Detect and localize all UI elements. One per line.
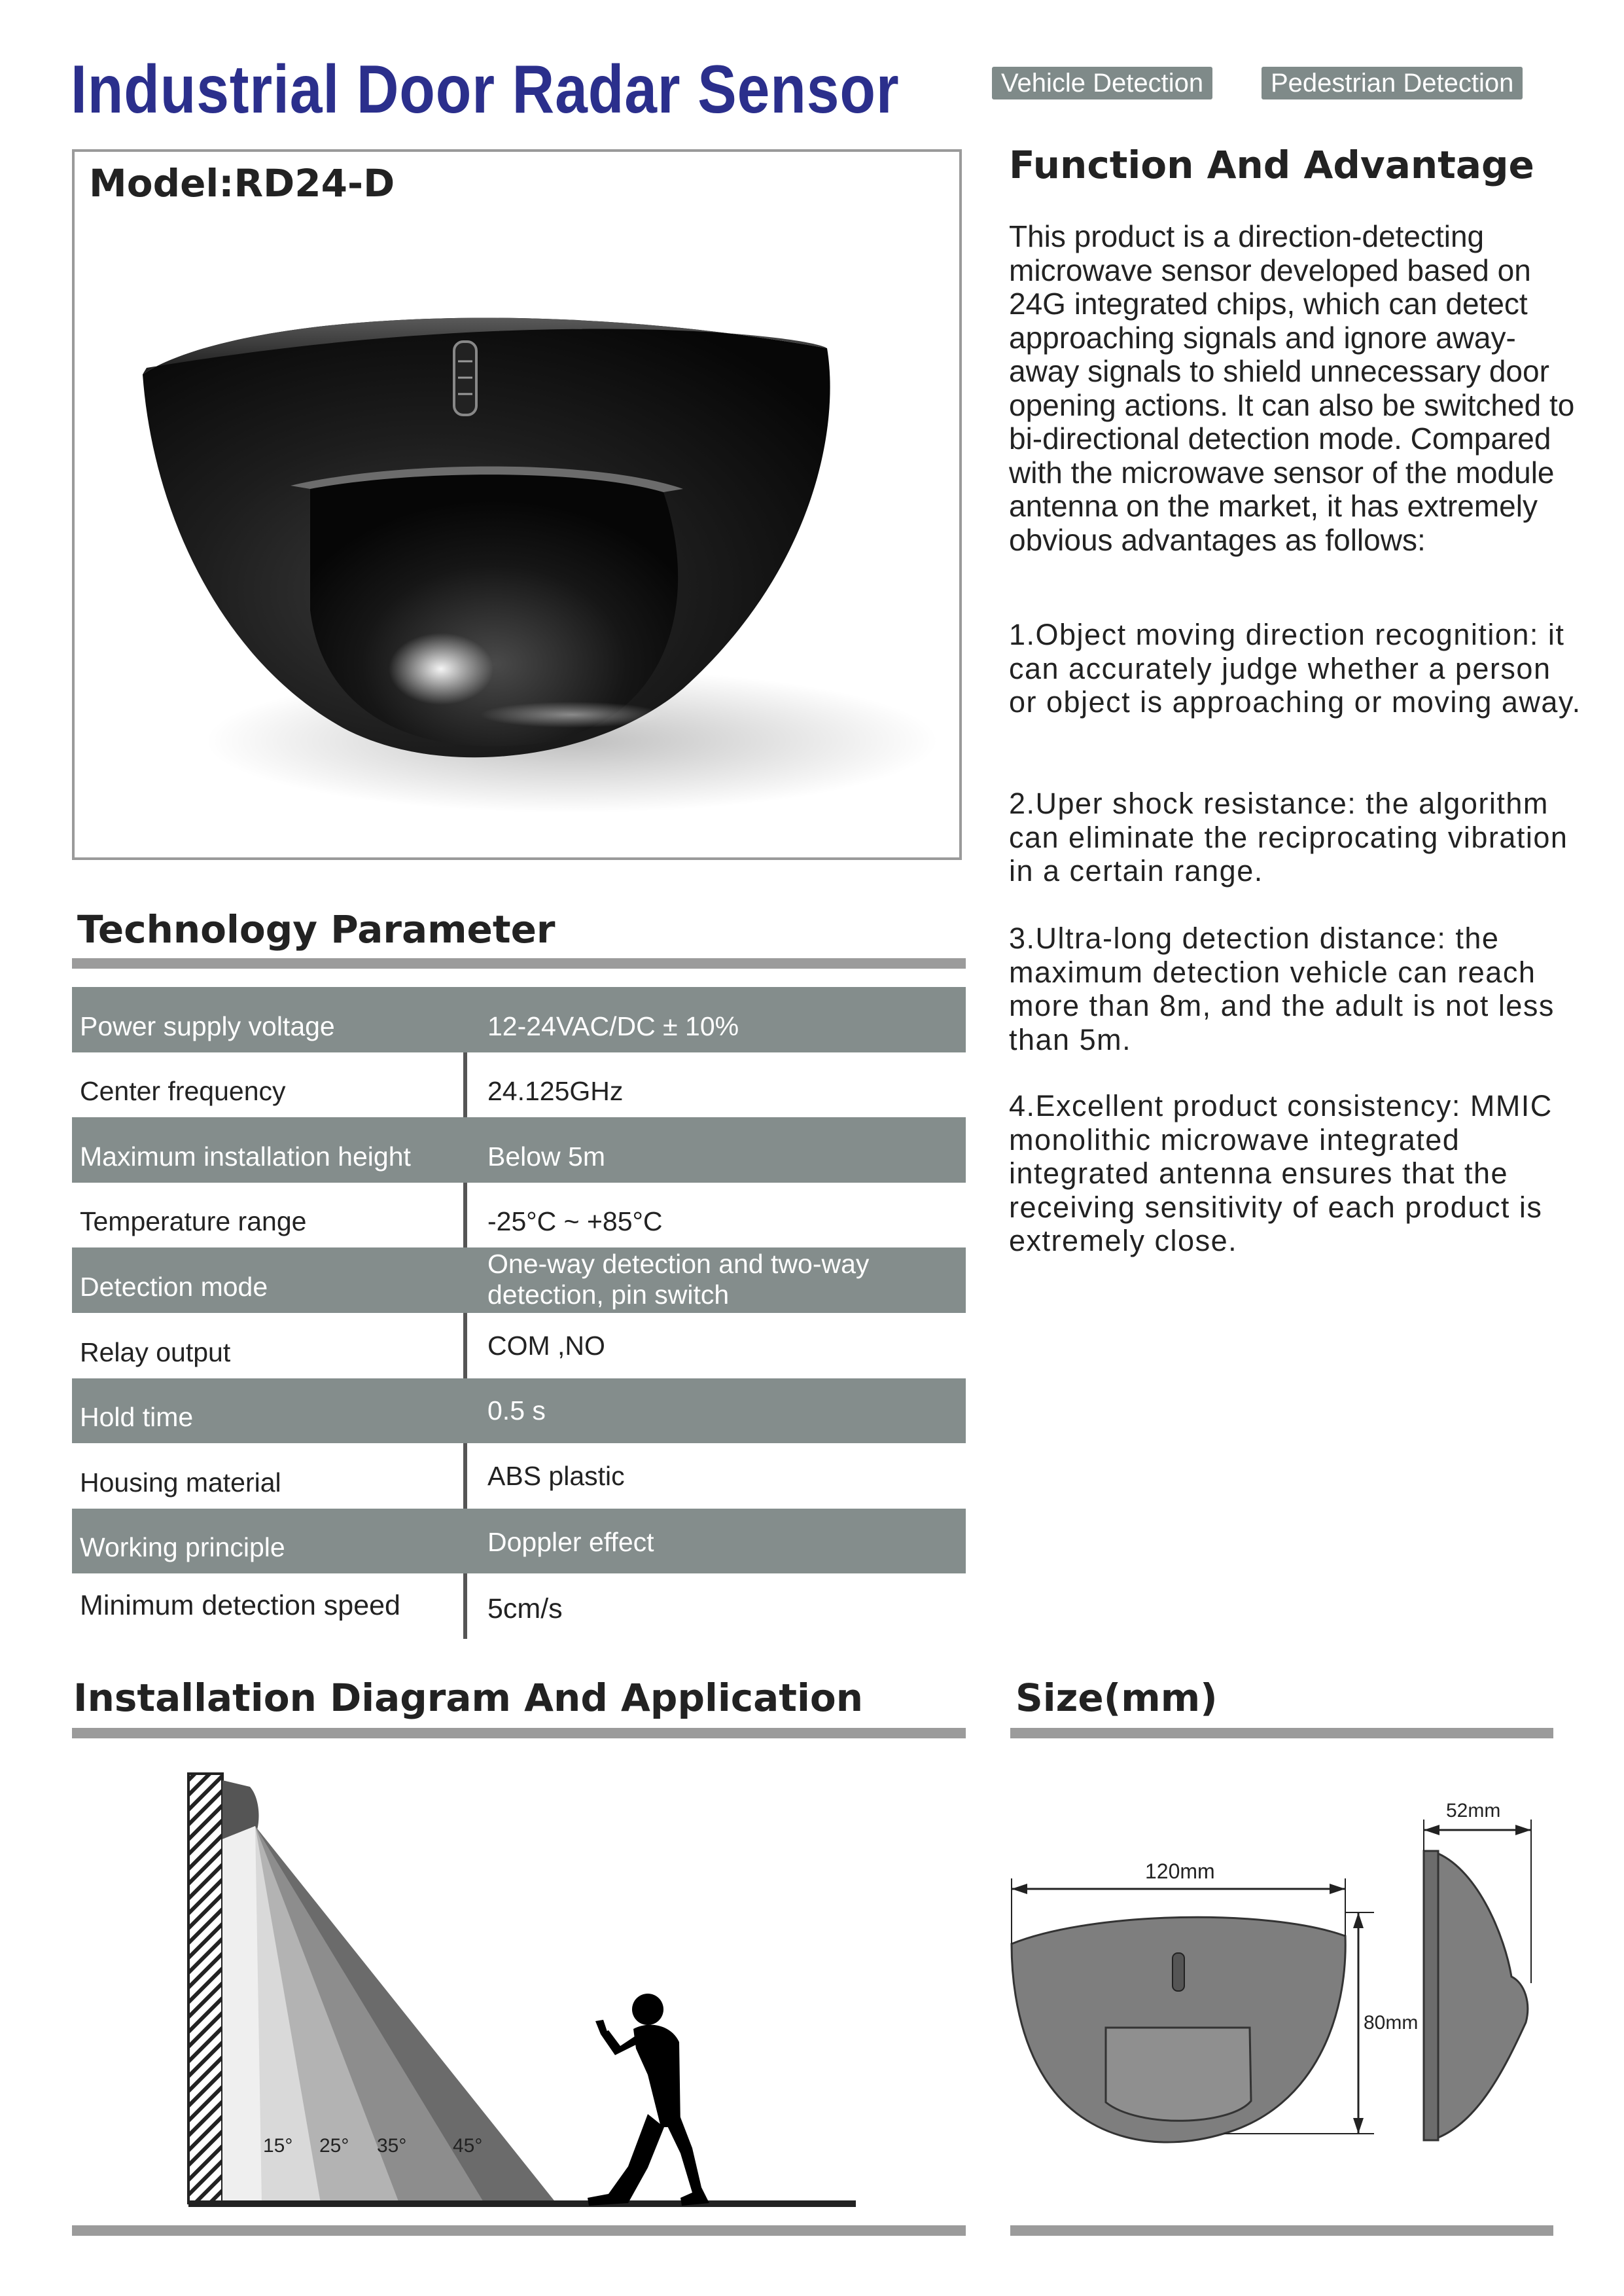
advantage-item-4: 4.Excellent product consistency: MMIC monolithic microwave integrated integrated antenna ensures that the receiving sensitivity of each product is extremely close. (1009, 1089, 1553, 1257)
size-rule (1010, 1728, 1553, 1738)
tag-vehicle-detection: Vehicle Detection (992, 67, 1212, 99)
table-row (72, 1313, 966, 1378)
param-label: Housing material (80, 1467, 281, 1498)
installation-diagram (72, 1761, 968, 2245)
sensor-mount-plate (1424, 1851, 1438, 2140)
angle-label: 35° (377, 2135, 407, 2157)
height-label: 80mm (1364, 2012, 1419, 2034)
function-intro: This product is a direction-detecting microwave sensor developed based on 24G integrated chips, which can detect approaching signals and ignore away-away signals to shield unnecessary door opening actions. It can also be switched to bi-directional detection mode. Compared with the microwave sensor of the module antenna on the market, it has extremely obvious advantages as follows: (1009, 219, 1575, 557)
param-value: 5cm/s (487, 1592, 563, 1624)
angle-label: 25° (319, 2135, 349, 2157)
parameters-heading: Technology Parameter (77, 907, 556, 952)
param-value: COM ,NO (487, 1330, 605, 1361)
table-row (72, 987, 966, 1052)
pedestrian-icon (588, 1994, 709, 2206)
led-window-icon (1173, 1953, 1184, 1991)
parameters-rule (72, 958, 966, 969)
param-value: Doppler effect (487, 1527, 654, 1558)
param-label: Center frequency (80, 1076, 286, 1107)
angle-label: 45° (453, 2135, 483, 2157)
param-value: -25°C ~ +85°C (487, 1206, 663, 1237)
arrow-icon (1330, 1884, 1345, 1894)
product-photo-frame (72, 149, 962, 860)
advantage-item-1: 1.Object moving direction recognition: it can accurately judge whether a person or object is approaching or moving away. (1009, 618, 1581, 719)
model-label: Model:RD24-D (89, 161, 395, 206)
size-diagram (1008, 1767, 1557, 2225)
param-value: 24.125GHz (487, 1076, 624, 1107)
width-label: 120mm (1145, 1859, 1215, 1883)
advantage-item-3: 3.Ultra-long detection distance: the maximum detection vehicle can reach more than 8m, and the adult is not less than 5m. (1009, 922, 1555, 1056)
param-label: Relay output (80, 1336, 231, 1367)
sensor-product-image (75, 152, 959, 857)
param-label: Hold time (80, 1402, 194, 1433)
param-label: Detection mode (80, 1271, 268, 1302)
table-row (72, 1117, 966, 1183)
function-heading: Function And Advantage (1009, 143, 1534, 187)
tag-pedestrian-detection: Pedestrian Detection (1262, 67, 1523, 99)
front-lens-outline (1106, 2028, 1251, 2121)
installation-bottom-rule (72, 2225, 966, 2236)
param-value: 0.5 s (487, 1395, 546, 1426)
arrow-icon (1012, 1884, 1027, 1894)
size-heading: Size(mm) (1015, 1676, 1218, 1720)
size-bottom-rule (1010, 2225, 1553, 2236)
arrow-icon (1353, 1912, 1364, 1928)
table-row (72, 1247, 966, 1313)
table-row (72, 1443, 966, 1509)
table-row (72, 1509, 966, 1574)
beam-0 (222, 1826, 262, 2203)
param-value: One-way detection and two-way detection, pin switch (487, 1248, 870, 1310)
param-label: Maximum installation height (80, 1141, 411, 1172)
arrow-icon (1353, 2118, 1364, 2134)
table-row (72, 1052, 966, 1118)
arrow-icon (1424, 1825, 1439, 1835)
table-row (72, 1573, 966, 1639)
param-value: Below 5m (487, 1141, 606, 1172)
parameter-table (72, 987, 966, 1639)
depth-label: 52mm (1446, 1800, 1501, 1821)
wall (188, 1774, 222, 2203)
param-value: 12-24VAC/DC ± 10% (487, 1011, 739, 1041)
param-label: Working principle (80, 1532, 285, 1563)
param-value: ABS plastic (487, 1460, 625, 1491)
table-row (72, 1378, 966, 1444)
advantage-item-2: 2.Uper shock resistance: the algorithm can eliminate the reciprocating vibration in a certain range. (1009, 787, 1568, 888)
installation-rule (72, 1728, 966, 1738)
arrow-icon (1515, 1825, 1531, 1835)
param-label: Temperature range (80, 1206, 307, 1237)
param-label: Minimum detection speed (80, 1589, 400, 1621)
installation-heading: Installation Diagram And Application (73, 1676, 863, 1720)
ground-line (188, 2200, 856, 2207)
page-title: Industrial Door Radar Sensor (71, 52, 900, 128)
sensor-side-view (1438, 1854, 1528, 2138)
angle-label: 15° (263, 2135, 293, 2157)
table-row (72, 1183, 966, 1248)
param-label: Power supply voltage (80, 1011, 335, 1041)
